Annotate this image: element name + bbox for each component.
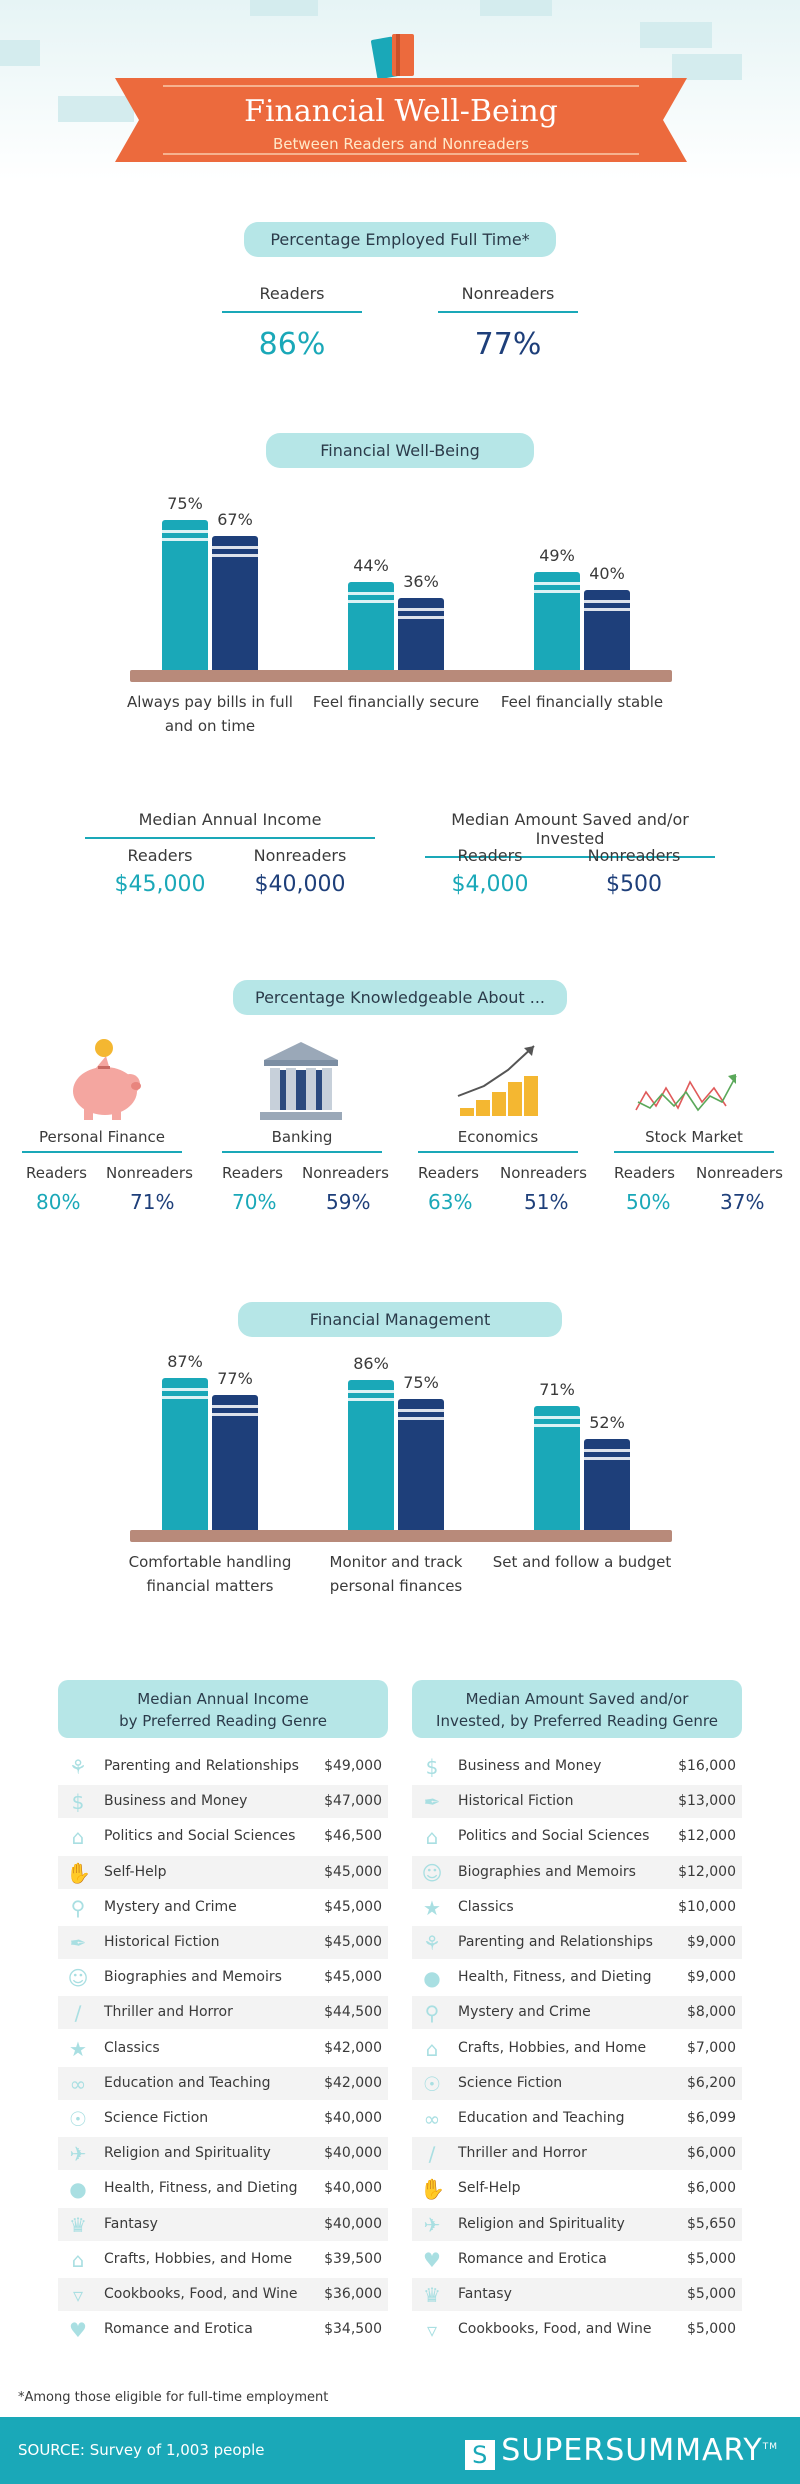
- piggy-bank-icon: [60, 1036, 150, 1130]
- cloud-decoration: [480, 0, 552, 16]
- genre-name: Biographies and Memoirs: [458, 1863, 636, 1880]
- genre-row: [58, 1926, 388, 1959]
- knowledge-pill: Percentage Knowledgeable About ...: [233, 980, 567, 1015]
- stock-chart-icon: [632, 1036, 752, 1130]
- readers-label: Readers: [222, 284, 362, 313]
- saved-readers-value: $4,000: [451, 872, 529, 897]
- genre-name: Historical Fiction: [458, 1793, 574, 1810]
- genre-name: Crafts, Hobbies, and Home: [104, 2250, 293, 2267]
- genre-value: $5,000: [687, 2250, 736, 2267]
- genre-row: [58, 1891, 388, 1924]
- genre-row: [412, 2243, 742, 2276]
- genre-value: $6,099: [687, 2110, 736, 2126]
- source-label: SOURCE:: [18, 2441, 85, 2459]
- genre-name: Romance and Erotica: [104, 2321, 253, 2338]
- genre-row: [58, 2102, 388, 2135]
- genre-name: Education and Teaching: [104, 2074, 271, 2091]
- bar-readers-2: [534, 572, 580, 670]
- nonreaders-label: Nonreaders: [253, 846, 347, 865]
- book-stripe: [348, 592, 394, 595]
- shelf: [130, 1530, 672, 1542]
- genre-value: $12,000: [678, 1828, 736, 1845]
- nonreaders-label: Nonreaders: [587, 846, 681, 865]
- genre-value: $6,000: [687, 2180, 736, 2197]
- genre-value: $45,000: [324, 1969, 382, 1986]
- book-stripe: [162, 530, 208, 533]
- topic-title: Personal Finance: [22, 1128, 182, 1153]
- readers-value: 63%: [428, 1190, 473, 1214]
- wellbeing-chart: [0, 480, 800, 750]
- supersummary-logo[interactable]: [465, 2433, 778, 2470]
- apple-icon: ●: [423, 1966, 441, 1991]
- genre-value: $10,000: [678, 1898, 736, 1915]
- wineglass-icon: ▿: [72, 2283, 84, 2307]
- topic-title: Stock Market: [614, 1128, 774, 1153]
- genre-value: $44,500: [324, 2004, 382, 2021]
- book-stripe: [212, 546, 258, 549]
- genre-name: Cookbooks, Food, and Wine: [104, 2286, 298, 2302]
- crown-icon: ♛: [69, 2212, 87, 2237]
- footer: [0, 2417, 800, 2484]
- genre-name: Classics: [458, 1898, 514, 1915]
- knife-icon: ∕: [74, 2001, 82, 2026]
- genre-row: [58, 2172, 388, 2205]
- title-banner: [115, 78, 687, 162]
- genre-value: $5,650: [687, 2215, 736, 2232]
- genre-value: $6,000: [687, 2145, 736, 2162]
- header: [0, 0, 800, 180]
- genre-name: Mystery and Crime: [104, 1898, 237, 1915]
- genre-value: $42,000: [324, 2039, 382, 2056]
- genre-row: [412, 2313, 742, 2346]
- genre-value: $7,000: [687, 2039, 736, 2056]
- genre-value: $47,000: [324, 1793, 382, 1810]
- footnote: *Among those eligible for full-time employment: [18, 2390, 329, 2405]
- income-nonreaders-value: $40,000: [254, 872, 346, 897]
- dove-icon: ✈: [423, 2212, 441, 2237]
- genre-value: $40,000: [324, 2110, 382, 2126]
- readers-value: 50%: [626, 1190, 671, 1214]
- genre-value: $45,000: [324, 1934, 382, 1950]
- economics-coins-icon: [454, 1036, 544, 1130]
- nonreaders-label: Nonreaders: [696, 1164, 783, 1182]
- bar-value-label: 44%: [353, 556, 389, 575]
- house-icon: ⌂: [71, 2247, 85, 2272]
- nonreaders-label: Nonreaders: [438, 284, 578, 313]
- genre-name: Politics and Social Sciences: [458, 1828, 650, 1845]
- hand-icon: ✋: [420, 2177, 445, 2202]
- genre-row: [412, 2208, 742, 2241]
- genre-value: $34,500: [324, 2321, 382, 2338]
- heading-line: by Preferred Reading Genre: [119, 1712, 327, 1730]
- category-label: Feel financially stable: [500, 693, 664, 711]
- genre-row: [58, 1820, 388, 1853]
- cloud-decoration: [640, 22, 712, 48]
- person-icon: ☺: [67, 1966, 89, 1991]
- heading-line: Invested, by Preferred Reading Genre: [436, 1712, 718, 1730]
- genre-name: Thriller and Horror: [104, 2004, 233, 2021]
- genre-value: $45,000: [324, 1863, 382, 1880]
- book-stripe: [348, 1398, 394, 1401]
- median-saved-block: [425, 810, 715, 900]
- genre-value: $6,200: [687, 2074, 736, 2091]
- genre-value: $40,000: [324, 2215, 382, 2232]
- income-genre-heading: [58, 1680, 388, 1738]
- genre-name: Historical Fiction: [104, 1934, 220, 1950]
- genre-row: [58, 1961, 388, 1994]
- genre-row: [412, 2172, 742, 2205]
- median-income-block: [85, 810, 375, 900]
- employment-nonreaders: [438, 284, 578, 362]
- knowledge-banking: [222, 1128, 389, 1214]
- cloud-decoration: [0, 40, 40, 66]
- wellbeing-pill-row: [0, 433, 800, 468]
- heading-line: Median Amount Saved and/or: [465, 1690, 689, 1708]
- genre-row: [412, 1856, 742, 1889]
- median-saved-heading: Median Amount Saved and/or Invested: [425, 810, 715, 858]
- book-stripe: [584, 608, 630, 611]
- heart-icon: ♥: [423, 2247, 441, 2272]
- heading-line: Median Annual Income: [137, 1690, 309, 1708]
- bar-nonreaders-0: [212, 536, 258, 670]
- logo-s-icon: S: [465, 2440, 495, 2470]
- readers-label: Readers: [222, 1164, 283, 1182]
- genre-name: Parenting and Relationships: [104, 1758, 299, 1774]
- topic-title: Economics: [418, 1128, 578, 1153]
- star-icon: ★: [423, 1895, 441, 1920]
- readers-label: Readers: [457, 846, 523, 865]
- genre-row: [58, 2208, 388, 2241]
- nonreaders-label: Nonreaders: [106, 1164, 193, 1182]
- bank-icon: [256, 1036, 346, 1130]
- genre-row: [58, 2313, 388, 2346]
- bar-nonreaders-1: [398, 1399, 444, 1530]
- star-icon: ★: [69, 2036, 87, 2061]
- saved-genre-heading: [412, 1680, 742, 1738]
- genre-name: Biographies and Memoirs: [104, 1969, 282, 1986]
- genre-name: Thriller and Horror: [458, 2145, 587, 2162]
- bar-nonreaders-1: [398, 598, 444, 670]
- genre-name: Fantasy: [458, 2286, 512, 2302]
- genre-name: Education and Teaching: [458, 2110, 625, 2126]
- book-stripe: [534, 1416, 580, 1419]
- quill-icon: ✒: [69, 1931, 87, 1955]
- genre-row: [412, 1926, 742, 1959]
- logo-text: SUPERSUMMARY: [501, 2433, 763, 2468]
- employment-pill: Percentage Employed Full Time*: [244, 222, 555, 257]
- genre-value: $13,000: [678, 1793, 736, 1810]
- management-pill: Financial Management: [238, 1302, 563, 1337]
- genre-row: [58, 1856, 388, 1889]
- genre-name: Self-Help: [104, 1863, 167, 1880]
- wellbeing-pill: Financial Well-Being: [266, 433, 534, 468]
- book-stripe: [534, 590, 580, 593]
- genre-name: Crafts, Hobbies, and Home: [458, 2039, 647, 2056]
- genre-value: $49,000: [324, 1758, 382, 1774]
- book-stripe: [534, 582, 580, 585]
- bar-readers-1: [348, 1380, 394, 1531]
- genre-value: $9,000: [687, 1969, 736, 1986]
- book-stripe: [398, 1409, 444, 1412]
- nonreaders-value: 59%: [326, 1190, 371, 1214]
- genre-row: [412, 2102, 742, 2135]
- readers-value: 80%: [36, 1190, 81, 1214]
- nonreaders-value: 77%: [474, 327, 542, 362]
- bar-value-label: 86%: [353, 1353, 389, 1373]
- knife-icon: ∕: [428, 2142, 436, 2167]
- dove-icon: ✈: [69, 2142, 87, 2167]
- median-income-heading: Median Annual Income: [85, 810, 375, 839]
- bar-value-label: 36%: [403, 572, 439, 591]
- book-stripe: [212, 1413, 258, 1416]
- genre-row: [58, 2243, 388, 2276]
- management-chart: [0, 1350, 800, 1600]
- knowledge-pill-row: [0, 980, 800, 1015]
- stroller-icon: ⚘: [423, 1931, 441, 1955]
- knowledge-economics: [418, 1128, 587, 1214]
- income-readers-value: $45,000: [114, 872, 206, 897]
- management-pill-row: [0, 1302, 800, 1337]
- glasses-icon: ∞: [423, 2107, 441, 2131]
- nonreaders-value: 37%: [720, 1190, 765, 1214]
- readers-label: Readers: [26, 1164, 87, 1182]
- genre-name: Parenting and Relationships: [458, 1934, 653, 1950]
- bar-readers-2: [534, 1406, 580, 1530]
- bar-nonreaders-2: [584, 590, 630, 670]
- nonreaders-label: Nonreaders: [302, 1164, 389, 1182]
- income-section: [0, 810, 800, 910]
- alien-icon: ☉: [423, 2071, 441, 2096]
- genre-value: $42,000: [324, 2074, 382, 2091]
- employment-readers: [222, 284, 362, 362]
- bar-value-label: 49%: [539, 546, 575, 565]
- book-stripe: [212, 1405, 258, 1408]
- genre-row: [412, 1996, 742, 2029]
- book-stripe: [584, 1457, 630, 1460]
- genre-name: Religion and Spirituality: [458, 2215, 625, 2232]
- knowledge-section: [0, 1036, 800, 1216]
- genre-row: [412, 1961, 742, 1994]
- genre-name: Health, Fitness, and Dieting: [458, 1969, 652, 1986]
- genre-value: $36,000: [324, 2286, 382, 2302]
- book-stripe: [348, 600, 394, 603]
- genre-value: $12,000: [678, 1863, 736, 1880]
- genre-name: Health, Fitness, and Dieting: [104, 2180, 298, 2197]
- dollar-icon: $: [71, 1790, 85, 1815]
- quill-icon: ✒: [423, 1790, 441, 1815]
- book-stripe: [584, 600, 630, 603]
- genre-value: $46,500: [324, 1828, 382, 1845]
- bar-nonreaders-2: [584, 1439, 630, 1530]
- genre-name: Self-Help: [458, 2180, 521, 2197]
- bar-readers-1: [348, 582, 394, 670]
- genre-name: Science Fiction: [458, 2074, 563, 2091]
- genre-row: [412, 2067, 742, 2100]
- bar-value-label: 67%: [217, 510, 253, 529]
- genre-row: [58, 2067, 388, 2100]
- saved-nonreaders-value: $500: [606, 872, 662, 897]
- genre-value: $39,500: [324, 2250, 382, 2267]
- genre-value: $5,000: [687, 2321, 736, 2338]
- genre-row: [412, 1750, 742, 1783]
- capitol-icon: ⌂: [71, 1825, 85, 1850]
- genre-row: [58, 1785, 388, 1818]
- genre-name: Cookbooks, Food, and Wine: [458, 2321, 652, 2338]
- genre-row: [412, 1785, 742, 1818]
- bar-nonreaders-0: [212, 1395, 258, 1530]
- genre-row: [58, 2137, 388, 2170]
- house-icon: ⌂: [425, 2036, 439, 2061]
- page-title: Financial Well-Being: [244, 94, 558, 129]
- source-text: Survey of 1,003 people: [89, 2441, 265, 2459]
- readers-label: Readers: [418, 1164, 479, 1182]
- genre-value: $8,000: [687, 2004, 736, 2021]
- genre-name: Politics and Social Sciences: [104, 1828, 296, 1845]
- category-label: Set and follow a budget: [492, 1553, 672, 1571]
- wineglass-icon: ▿: [426, 2318, 438, 2343]
- book-stripe: [348, 1390, 394, 1393]
- page-subtitle: Between Readers and Nonreaders: [273, 135, 529, 153]
- book-stripe: [398, 608, 444, 611]
- genre-name: Classics: [104, 2039, 160, 2056]
- category-label: Feel financially secure: [312, 693, 480, 711]
- genre-value: $45,000: [324, 1898, 382, 1915]
- knowledge-personal-finance: [22, 1128, 193, 1214]
- magnifier-icon: ⚲: [70, 1895, 86, 1920]
- genre-row: [412, 1820, 742, 1853]
- genre-name: Science Fiction: [104, 2110, 209, 2126]
- nonreaders-value: 71%: [130, 1190, 175, 1214]
- category-label: Monitor and track personal finances: [329, 1553, 463, 1595]
- crown-icon: ♛: [423, 2283, 441, 2307]
- genre-value: $40,000: [324, 2180, 382, 2197]
- book-stripe: [162, 1388, 208, 1391]
- employment-section: [0, 222, 800, 362]
- bar-value-label: 40%: [589, 564, 625, 583]
- bar-readers-0: [162, 520, 208, 670]
- person-icon: ☺: [421, 1860, 443, 1885]
- stroller-icon: ⚘: [69, 1755, 87, 1779]
- book-stripe: [212, 554, 258, 557]
- genre-name: Business and Money: [458, 1758, 602, 1774]
- genre-row: [412, 2278, 742, 2311]
- genre-name: Business and Money: [104, 1793, 248, 1810]
- dollar-icon: $: [425, 1755, 439, 1779]
- bar-value-label: 52%: [589, 1413, 625, 1432]
- alien-icon: ☉: [69, 2107, 87, 2131]
- readers-value: 70%: [232, 1190, 277, 1214]
- genre-row: [58, 2278, 388, 2311]
- genre-row: [58, 1750, 388, 1783]
- genre-value: $40,000: [324, 2145, 382, 2162]
- cloud-decoration: [250, 0, 318, 16]
- category-label: Always pay bills in full and on time: [127, 693, 293, 735]
- genre-row: [58, 1996, 388, 2029]
- genre-row: [412, 1891, 742, 1924]
- genre-name: Religion and Spirituality: [104, 2145, 271, 2162]
- magnifier-icon: ⚲: [424, 2001, 440, 2026]
- hand-icon: ✋: [66, 1860, 91, 1885]
- bar-value-label: 75%: [403, 1372, 439, 1392]
- genre-value: $9,000: [687, 1934, 736, 1950]
- cloud-decoration: [672, 54, 742, 80]
- category-label: Comfortable handling financial matters: [128, 1553, 292, 1595]
- apple-icon: ●: [69, 2177, 87, 2202]
- readers-value: 86%: [258, 327, 326, 362]
- genre-value: $16,000: [678, 1758, 736, 1774]
- bar-value-label: 87%: [167, 1351, 203, 1371]
- logo-tm: TM: [762, 2442, 778, 2452]
- nonreaders-label: Nonreaders: [500, 1164, 587, 1182]
- bar-value-label: 71%: [539, 1379, 575, 1399]
- glasses-icon: ∞: [69, 2071, 87, 2096]
- book-stripe: [398, 616, 444, 619]
- bar-value-label: 77%: [217, 1369, 253, 1389]
- topic-title: Banking: [222, 1128, 382, 1153]
- readers-label: Readers: [127, 846, 193, 865]
- nonreaders-value: 51%: [524, 1190, 569, 1214]
- genre-name: Mystery and Crime: [458, 2004, 591, 2021]
- knowledge-stock-market: [614, 1128, 783, 1214]
- source-line: [18, 2441, 265, 2459]
- heart-icon: ♥: [69, 2318, 87, 2343]
- shelf: [130, 670, 672, 682]
- capitol-icon: ⌂: [425, 1825, 439, 1850]
- genre-row: [412, 2032, 742, 2065]
- book-stripe: [162, 1396, 208, 1399]
- bar-readers-0: [162, 1378, 208, 1530]
- readers-label: Readers: [614, 1164, 675, 1182]
- genre-name: Romance and Erotica: [458, 2250, 607, 2267]
- genre-row: [412, 2137, 742, 2170]
- genre-value: $5,000: [687, 2286, 736, 2302]
- genre-name: Fantasy: [104, 2215, 158, 2232]
- genre-tables: [0, 1680, 800, 2343]
- book-stripe: [534, 1424, 580, 1427]
- bar-value-label: 75%: [167, 494, 203, 513]
- book-stripe: [584, 1449, 630, 1452]
- genre-row: [58, 2032, 388, 2065]
- book-stripe: [398, 1417, 444, 1420]
- book-stripe: [162, 538, 208, 541]
